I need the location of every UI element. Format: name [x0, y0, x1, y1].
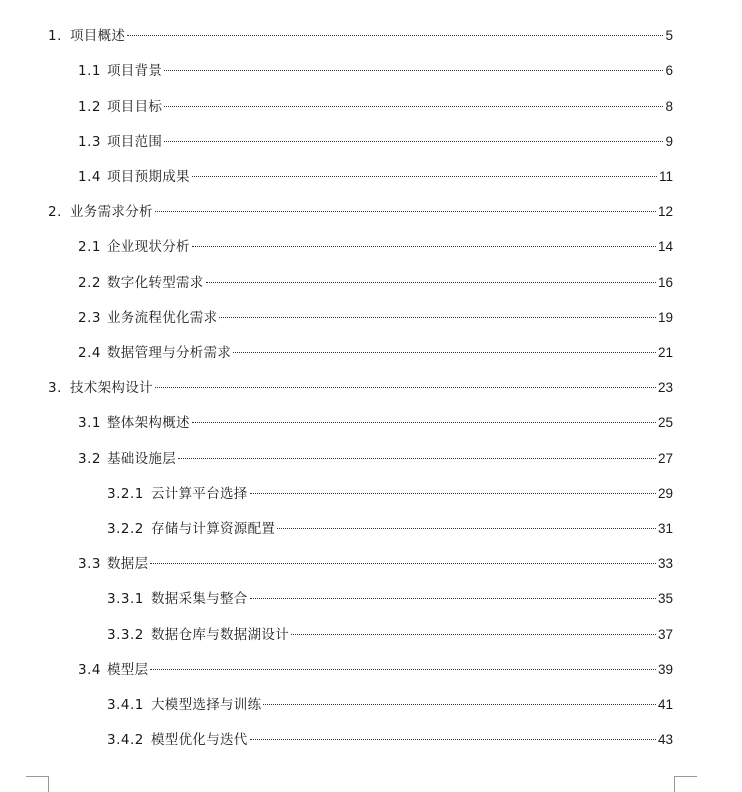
toc-entry-title: 业务需求分析 — [70, 204, 153, 220]
toc-entry-number: 3.1 — [78, 415, 101, 431]
toc-entry-number: 2.3 — [78, 310, 101, 326]
toc-entry-page: 14 — [657, 239, 673, 254]
toc-entry-page: 9 — [665, 134, 673, 149]
dot-leader — [150, 563, 656, 564]
toc-entry-page: 11 — [658, 169, 673, 184]
toc-entry-title: 数字化转型需求 — [107, 275, 204, 291]
toc-entry-title: 项目目标 — [107, 99, 163, 115]
dot-leader — [127, 35, 663, 36]
dot-leader — [250, 598, 656, 599]
toc-entry-title: 项目预期成果 — [107, 169, 190, 185]
toc-entry-number: 1.1 — [78, 63, 101, 79]
toc-entry-page: 16 — [657, 275, 673, 290]
toc-entry-number: 3.2 — [78, 451, 101, 467]
toc-entry-page: 43 — [657, 732, 673, 747]
toc-entry[interactable] — [78, 659, 673, 681]
toc-entry-title: 技术架构设计 — [70, 380, 153, 396]
toc-entry[interactable] — [78, 131, 673, 153]
toc-entry-page: 37 — [657, 627, 673, 642]
toc-entry-page: 39 — [657, 662, 673, 677]
dot-leader — [164, 70, 663, 71]
toc-entry-number: 3.3 — [78, 556, 101, 572]
toc-entry-title: 云计算平台选择 — [151, 486, 248, 502]
toc-entry-number: 2.1 — [78, 239, 101, 255]
dot-leader — [178, 458, 656, 459]
dot-leader — [192, 176, 657, 177]
dot-leader — [192, 246, 656, 247]
toc-entry[interactable] — [78, 236, 673, 258]
toc-entry-page: 35 — [657, 591, 673, 606]
toc-entry-number: 1.3 — [78, 134, 101, 150]
toc-entry-title: 项目范围 — [107, 134, 163, 150]
dot-leader — [150, 669, 656, 670]
toc-entry-title: 数据采集与整合 — [151, 591, 248, 607]
dot-leader — [155, 211, 656, 212]
toc-entry[interactable] — [107, 729, 673, 751]
toc-entry-title: 企业现状分析 — [107, 239, 190, 255]
toc-entry-page: 27 — [657, 451, 673, 466]
toc-entry-number: 3.3.2 — [107, 627, 144, 643]
dot-leader — [250, 493, 656, 494]
toc-entry-number: 2. — [48, 204, 62, 220]
dot-leader — [206, 282, 656, 283]
toc-entry-title: 数据管理与分析需求 — [107, 345, 232, 361]
toc-entry[interactable] — [78, 96, 673, 118]
toc-entry-number: 3.2.2 — [107, 521, 144, 537]
dot-leader — [164, 106, 663, 107]
toc-entry-page: 21 — [657, 345, 673, 360]
toc-entry-page: 8 — [665, 99, 673, 114]
dot-leader — [155, 387, 656, 388]
toc-entry-page: 19 — [657, 310, 673, 325]
dot-leader — [192, 422, 656, 423]
toc-entry-number: 1.4 — [78, 169, 101, 185]
toc-entry[interactable] — [78, 412, 673, 434]
toc-entry-title: 项目背景 — [107, 63, 163, 79]
toc-entry[interactable] — [78, 342, 673, 364]
toc-entry-number: 3.3.1 — [107, 591, 144, 607]
toc-entry-title: 基础设施层 — [107, 451, 176, 467]
toc-entry-page: 29 — [657, 486, 673, 501]
toc-entry-page: 5 — [665, 28, 673, 43]
dot-leader — [233, 352, 656, 353]
toc-entry-title: 整体架构概述 — [107, 415, 190, 431]
toc-entry-title: 大模型选择与训练 — [151, 697, 262, 713]
toc-entry-number: 2.2 — [78, 275, 101, 291]
toc-entry-number: 1.2 — [78, 99, 101, 115]
toc-entry-page: 23 — [657, 380, 673, 395]
toc-entry[interactable] — [78, 166, 673, 188]
toc-entry-number: 1. — [48, 28, 62, 44]
toc-entry-page: 25 — [657, 415, 673, 430]
dot-leader — [250, 739, 656, 740]
toc-entry-number: 3.4 — [78, 662, 101, 678]
dot-leader — [263, 704, 656, 705]
dot-leader — [164, 141, 663, 142]
toc-entry[interactable] — [78, 60, 673, 82]
toc-entry[interactable] — [107, 624, 673, 646]
toc-entry-page: 31 — [657, 521, 673, 536]
toc-entry[interactable] — [107, 483, 673, 505]
toc-entry-number: 3.4.1 — [107, 697, 144, 713]
dot-leader — [291, 634, 656, 635]
toc-entry-page: 41 — [657, 697, 673, 712]
toc-entry[interactable] — [78, 553, 673, 575]
toc-entry-number: 3.2.1 — [107, 486, 144, 502]
toc-entry-title: 数据层 — [107, 556, 149, 572]
dot-leader — [219, 317, 656, 318]
page-corner-mark-right — [674, 776, 697, 792]
toc-entry-page: 12 — [657, 204, 673, 219]
toc-entry[interactable] — [107, 518, 673, 540]
toc-entry-number: 3.4.2 — [107, 732, 144, 748]
toc-entry-title: 存储与计算资源配置 — [151, 521, 276, 537]
toc-entry[interactable] — [78, 307, 673, 329]
toc-entry-page: 6 — [665, 63, 673, 78]
toc-entry-page: 33 — [657, 556, 673, 571]
toc-entry-title: 数据仓库与数据湖设计 — [151, 627, 289, 643]
toc-entry[interactable] — [48, 25, 673, 47]
toc-entry-number: 2.4 — [78, 345, 101, 361]
toc-entry-title: 业务流程优化需求 — [107, 310, 218, 326]
dot-leader — [277, 528, 656, 529]
toc-entry-title: 项目概述 — [70, 28, 126, 44]
toc-entry[interactable] — [48, 377, 673, 399]
toc-entry-number: 3. — [48, 380, 62, 396]
toc-entry[interactable] — [78, 448, 673, 470]
toc-entry-title: 模型优化与迭代 — [151, 732, 248, 748]
toc-entry[interactable] — [48, 201, 673, 223]
toc-entry[interactable] — [107, 694, 673, 716]
toc-entry-title: 模型层 — [107, 662, 149, 678]
toc-entry[interactable] — [107, 588, 673, 610]
page-corner-mark-left — [26, 776, 49, 792]
toc-entry[interactable] — [78, 272, 673, 294]
